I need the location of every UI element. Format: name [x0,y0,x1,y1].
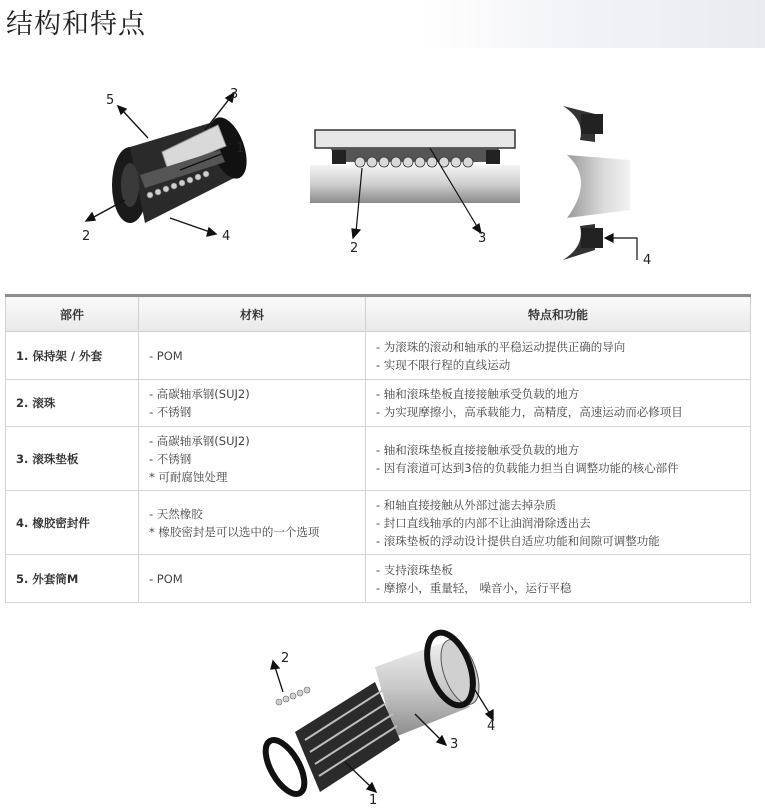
callout-5: 5 [106,93,115,108]
material-line: - 高碳轴承钢(SUJ2) [149,387,250,401]
material-line: * 橡胶密封是可以选中的一个选项 [149,524,320,539]
feature-line: - 为滚珠的滚动和轴承的平稳运动提供正确的导向 [376,339,626,354]
feature-line: - 封口直线轴承的内部不让油润滑除透出去 [376,515,591,530]
cell-features [366,380,751,427]
callout-3: 3 [450,737,459,752]
callout-2: 2 [350,241,359,256]
cell-material [139,332,366,380]
cell-part: 3. 滚珠垫板 [6,427,139,491]
feature-line: - 为实现摩擦小，高承载能力，高精度，高速运动而必修项目 [376,405,683,419]
material-line: - POM [149,348,183,363]
material-line: - 高碳轴承钢(SUJ2) [149,433,250,448]
callout-1: 1 [236,141,245,156]
cell-features [366,427,751,491]
cell-features [366,491,751,555]
callout-3: 3 [230,87,239,102]
page-title: 结构和特点 [6,9,146,40]
callout-4: 4 [643,253,652,268]
table-row [6,427,751,491]
header-material: 材料 [139,296,366,332]
callout-1: 1 [369,793,378,807]
material-line: - 天然橡胶 [149,506,203,521]
cell-part: 1. 保持架 / 外套 [6,332,139,380]
cell-material [139,427,366,491]
callout-2: 2 [82,229,91,244]
feature-line: - 实现不限行程的直线运动 [376,357,511,372]
feature-line: - 滚珠垫板的浮动设计提供自适应功能和间隙可调整功能 [376,533,660,548]
callout-4: 4 [487,719,496,734]
header-part: 部件 [6,296,139,332]
cell-part: 5. 外套筒M [6,555,139,603]
material-line: * 可耐腐蚀处理 [149,469,228,484]
table-row [6,332,751,380]
cell-features [366,332,751,380]
feature-line: - 摩擦小，重量轻， 噪音小，运行平稳 [376,580,572,595]
figure-bearing-perspective [70,80,260,250]
table-header-row [6,296,751,332]
cell-material [139,555,366,603]
material-line: - 不锈钢 [149,405,192,419]
figure-exploded-view [245,622,515,807]
feature-line: - 轴和滚珠垫板直接接触承受负载的地方 [376,442,580,457]
cell-material [139,380,366,427]
material-line: - POM [149,571,183,586]
callout-4: 4 [222,229,231,244]
feature-line: - 和轴直接接触从外部过滤去掉杂质 [376,497,557,512]
feature-line: - 因有滚道可达到3倍的负载能力担当自调整功能的核心部件 [376,460,679,475]
material-line: - 不锈钢 [149,451,192,466]
cell-part: 4. 橡胶密封件 [6,491,139,555]
table-row [6,555,751,603]
figure-bearing-section [290,120,535,260]
table-row [6,491,751,555]
feature-line: - 轴和滚珠垫板直接接触承受负载的地方 [376,387,580,401]
table-row [6,380,751,427]
feature-line: - 支持滚珠垫板 [376,562,453,577]
spec-table [5,294,751,603]
figure-seal-detail [555,100,665,270]
cell-part: 2. 滚珠 [6,380,139,427]
cell-features [366,555,751,603]
callout-2: 2 [281,651,290,666]
header-features: 特点和功能 [366,296,751,332]
callout-3: 3 [478,231,487,246]
cell-material [139,491,366,555]
